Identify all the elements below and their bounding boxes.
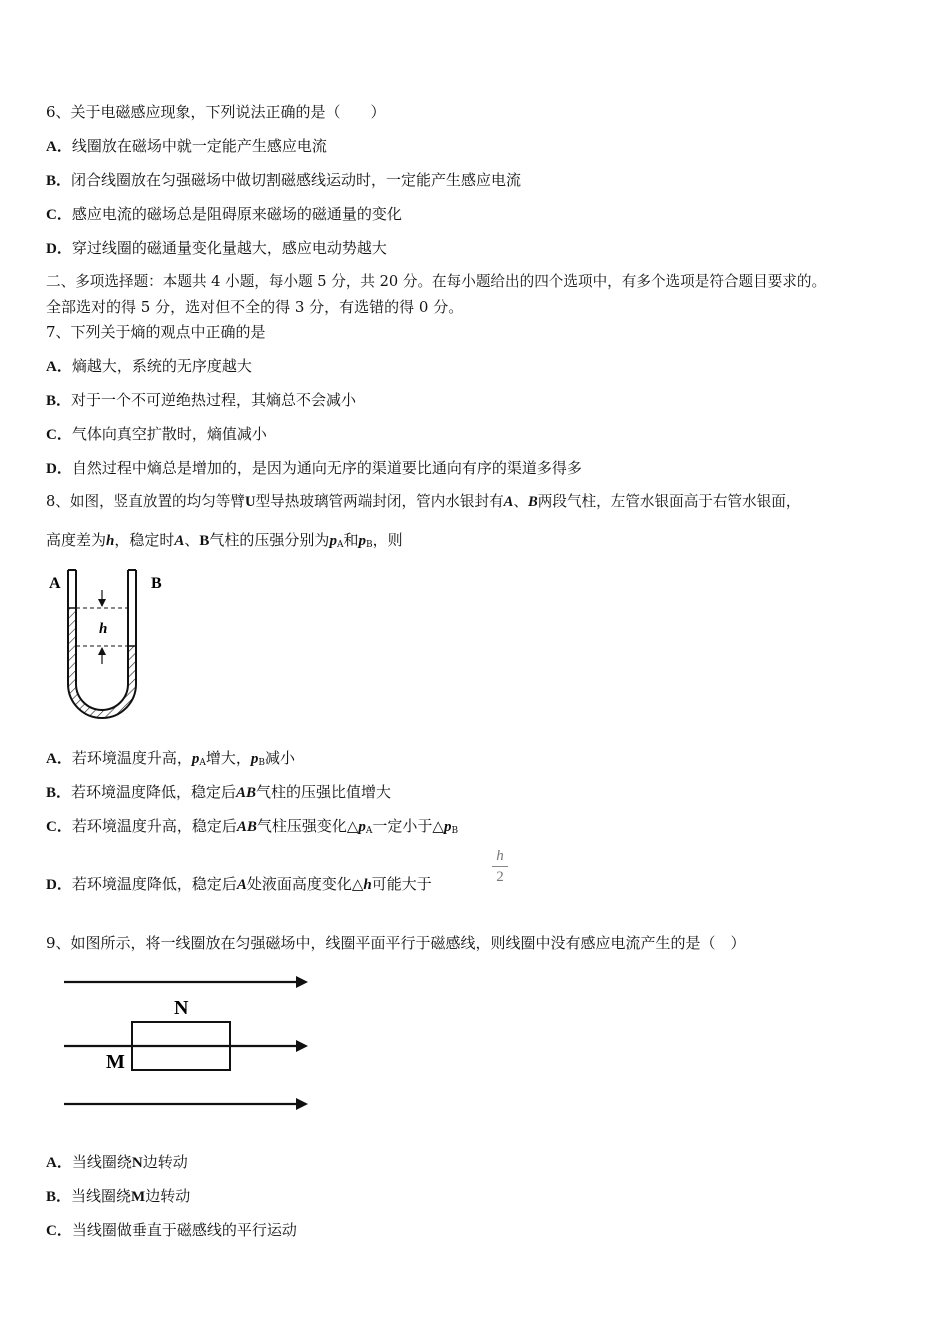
- q8-stem-line1: 8、如图，竖直放置的均匀等臂U型导热玻璃管两端封闭，管内水银封有A、B两段气柱，左管水银面高于右管水银面，: [46, 493, 801, 510]
- q8-option-b: B．若环境温度降低，稳定后AB气柱的压强比值增大: [46, 783, 392, 801]
- fraction-h-over-2: h 2: [492, 848, 508, 885]
- q8-option-c: C．若环境温度升高，稳定后AB气柱压强变化$\triangle p_A$一定小于$\triangle p_B$: [46, 817, 459, 836]
- q9-option-c: C．当线圈做垂直于磁感线的平行运动: [46, 1221, 297, 1239]
- q6-option-d: D．穿过线圈的磁通量变化量越大，感应电动势越大: [46, 239, 387, 257]
- q7-option-b: B．对于一个不可逆绝热过程，其熵总不会减小: [46, 391, 357, 409]
- figure-label-n: N: [174, 997, 189, 1019]
- q7-option-a: A．熵越大，系统的无序度越大: [46, 357, 252, 375]
- q6-option-a: A．线圈放在磁场中就一定能产生感应电流: [46, 137, 327, 155]
- coil-in-field-figure: [60, 968, 320, 1118]
- q6-option-b: B．闭合线圈放在匀强磁场中做切割磁感线运动时，一定能产生感应电流: [46, 171, 522, 189]
- q8-stem-line2: 高度差为h，稳定时A、B气柱的压强分别为$p_A$和$p_B$，则: [46, 531, 403, 550]
- u-tube-figure: [44, 566, 174, 738]
- q7-option-d: D．自然过程中熵总是增加的，是因为通向无序的渠道要比通向有序的渠道多得多: [46, 459, 582, 477]
- figure-label-h: h: [99, 621, 108, 637]
- q7-option-c: C．气体向真空扩散时，熵值减小: [46, 425, 267, 443]
- q6-stem: 6、关于电磁感应现象，下列说法正确的是（ ）: [46, 103, 386, 121]
- section2-header-line1: 二、多项选择题：本题共 4 小题，每小题 5 分，共 20 分。在每小题给出的四个选项中，有多个选项是符合题目要求的。: [46, 273, 827, 290]
- q9-option-a: A．当线圈绕N边转动: [46, 1153, 188, 1171]
- figure-label-a: A: [49, 575, 61, 592]
- q8-option-d: D．若环境温度降低，稳定后A处液面高度变化△h可能大于: [46, 875, 432, 893]
- section2-header-line2: 全部选对的得 5 分，选对但不全的得 3 分，有选错的得 0 分。: [46, 298, 464, 316]
- q6-option-c: C．感应电流的磁场总是阻碍原来磁场的磁通量的变化: [46, 205, 402, 223]
- q9-stem: 9、如图所示，将一线圈放在匀强磁场中，线圈平面平行于磁感线，则线圈中没有感应电流产生的是（ ）: [46, 934, 746, 952]
- q7-stem: 7、下列关于熵的观点中正确的是: [46, 323, 266, 341]
- q9-option-b: B．当线圈绕M边转动: [46, 1187, 191, 1205]
- q8-option-a: A．若环境温度升高，$p_A$增大，$p_B$减小: [46, 749, 296, 768]
- figure-label-b: B: [151, 575, 162, 592]
- figure-label-m: M: [106, 1051, 125, 1073]
